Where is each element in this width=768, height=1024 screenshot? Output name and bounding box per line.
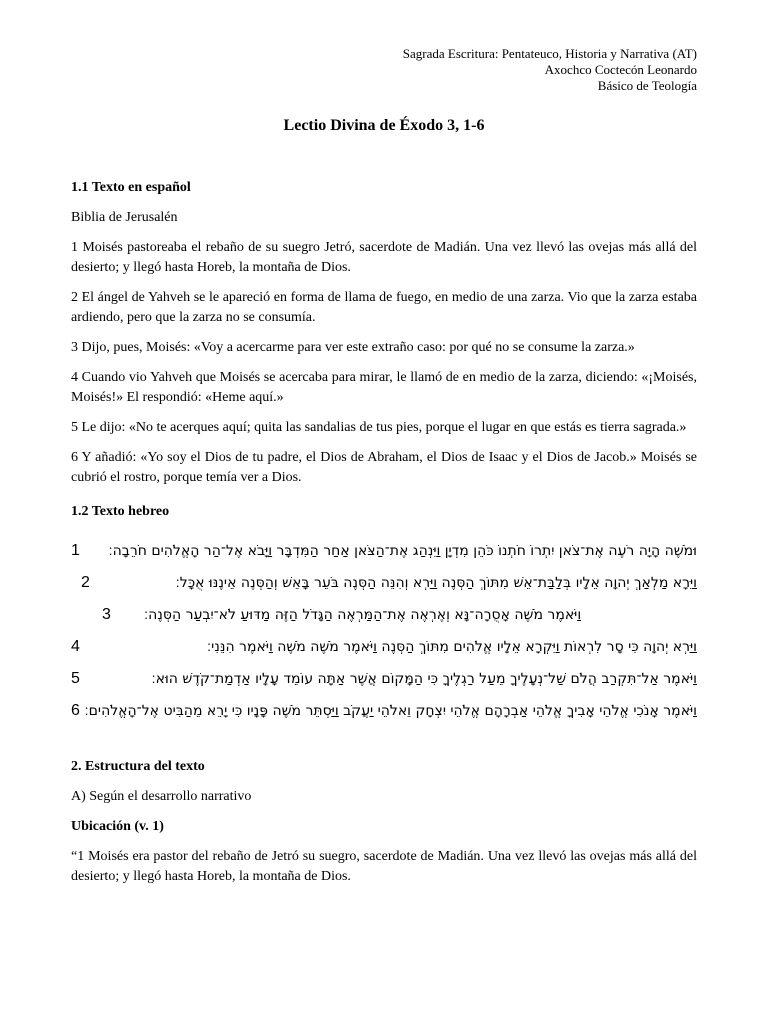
hebrew-verse-number: 3 xyxy=(102,605,111,623)
spanish-verse-2: 2 El ángel de Yahveh se le apareció en forma de llama de fuego, en medio de una zarza. Vio que la zarza estaba ardiendo, pero que la zarza no se consumía. xyxy=(71,290,697,325)
document-header xyxy=(71,46,697,94)
header-author: Axochco Coctecón Leonardo xyxy=(544,62,697,77)
section-heading-hebrew-text: 1.2 Texto hebreo xyxy=(71,504,170,519)
header-program: Básico de Teología xyxy=(597,78,697,93)
hebrew-verse-number: 1 xyxy=(71,541,80,559)
spanish-verse-6: 6 Y añadió: «Yo soy el Dios de tu padre, el Dios de Abraham, el Dios de Isaac y el Dios de Jacob.» Moisés se cubrió el rostro, porque temía ver a Dios. xyxy=(71,450,697,485)
hebrew-verses xyxy=(71,540,697,721)
hebrew-line xyxy=(71,636,697,657)
document-title: Lectio Divina de Éxodo 3, 1-6 xyxy=(283,117,485,134)
header-course: Sagrada Escritura: Pentateuco, Historia y Narrativa (AT) xyxy=(402,46,697,61)
hebrew-line xyxy=(71,540,697,561)
hebrew-line xyxy=(71,700,697,721)
hebrew-verse-text: וַיֵּרָא מַלְאַךְ יְהוָה אֵלָיו בְּלַבַּת־אֵשׁ מִתּוֹךְ הַסְּנֶה וַיַּרְא וְהִנֵּה הַסְּנֶה בֹּעֵר בָּאֵשׁ וְהַסְּנֶה אֵינֶנּוּ אֻכָּל׃ xyxy=(175,574,697,591)
spanish-verse-1: 1 Moisés pastoreaba el rebaño de su suegro Jetró, sacerdote de Madián. Una vez llevó las ovejas más allá del desierto; y llegó hasta Horeb, la montaña de Dios. xyxy=(71,240,697,275)
hebrew-verse-number: 5 xyxy=(71,669,80,687)
hebrew-verse-text: וַיֹּאמֶר מֹשֶׁה אָסֻרָה־נָּא וְאֶרְאֶה אֶת־הַמַּרְאֶה הַגָּדֹל הַזֶּה מַדּוּעַ לֹא־יִבְעַר הַסְּנֶה׃ xyxy=(144,606,582,623)
spanish-verse-5: 5 Le dijo: «No te acerques aquí; quita las sandalias de tus pies, porque el lugar en que estás es tierra sagrada.» xyxy=(71,420,687,435)
hebrew-verse-text: וַיֹּאמֶר אַל־תִּקְרַב הֲלֹם שַׁל־נְעָלֶיךָ מֵעַל רַגְלֶיךָ כִּי הַמָּקוֹם אֲשֶׁר אַתָּה עוֹמֵד עָלָיו אַדְמַת־קֹדֶשׁ הוּא׃ xyxy=(151,670,697,687)
hebrew-line xyxy=(71,668,697,689)
structure-subheading: A) Según el desarrollo narrativo xyxy=(71,789,252,804)
hebrew-verse-text: וַיַּרְא יְהוָה כִּי סָר לִרְאוֹת וַיִּקְרָא אֵלָיו אֱלֹהִים מִתּוֹךְ הַסְּנֶה וַיֹּאמֶר מֹשֶׁה מֹשֶׁה וַיֹּאמֶר הִנֵּנִי׃ xyxy=(206,638,697,655)
hebrew-verse-text: וַיֹּאמֶר אָנֹכִי אֱלֹהֵי אָבִיךָ אֱלֹהֵי אַבְרָהָם אֱלֹהֵי יִצְחָק וֵאלֹהֵי יַעֲקֹב וַיַּסְתֵּר מֹשֶׁה פָּנָיו כִּי יָרֵא מֵהַבִּיט אֶל־הָאֱלֹהִים׃ xyxy=(85,702,697,719)
spanish-verse-4: 4 Cuando vio Yahveh que Moisés se acercaba para mirar, le llamó de en medio de la zarza, diciendo: «¡Moisés, Moisés!» El respondió: «Heme aquí.» xyxy=(71,370,697,405)
hebrew-line xyxy=(71,572,697,593)
hebrew-verse-text: וּמֹשֶׁה הָיָה רֹעֶה אֶת־צֹאן יִתְרוֹ חֹתְנוֹ כֹּהֵן מִדְיָן וַיִּנְהַג אֶת־הַצֹּאן אַחַר הַמִּדְבָּר וַיָּבֹא אֶל־הַר הָאֱלֹהִים חֹרֵבָה׃ xyxy=(108,542,697,559)
hebrew-verse-number: 2 xyxy=(81,573,90,591)
section-heading-spanish-text: 1.1 Texto en español xyxy=(71,180,191,195)
bible-source: Biblia de Jerusalén xyxy=(71,210,178,225)
hebrew-verse-number: 6 xyxy=(71,701,80,719)
hebrew-verse-number: 4 xyxy=(71,637,80,655)
section-heading-structure: 2. Estructura del texto xyxy=(71,759,205,774)
ubicacion-heading: Ubicación (v. 1) xyxy=(71,819,164,834)
spanish-verse-3: 3 Dijo, pues, Moisés: «Voy a acercarme para ver este extraño caso: por qué no se consume la zarza.» xyxy=(71,340,635,355)
hebrew-line xyxy=(71,604,697,625)
ubicacion-quote: “1 Moisés era pastor del rebaño de Jetró su suegro, sacerdote de Madián. Una vez llevó las ovejas más allá del desierto; y llegó hasta Horeb, la montaña de Dios. xyxy=(71,849,697,884)
